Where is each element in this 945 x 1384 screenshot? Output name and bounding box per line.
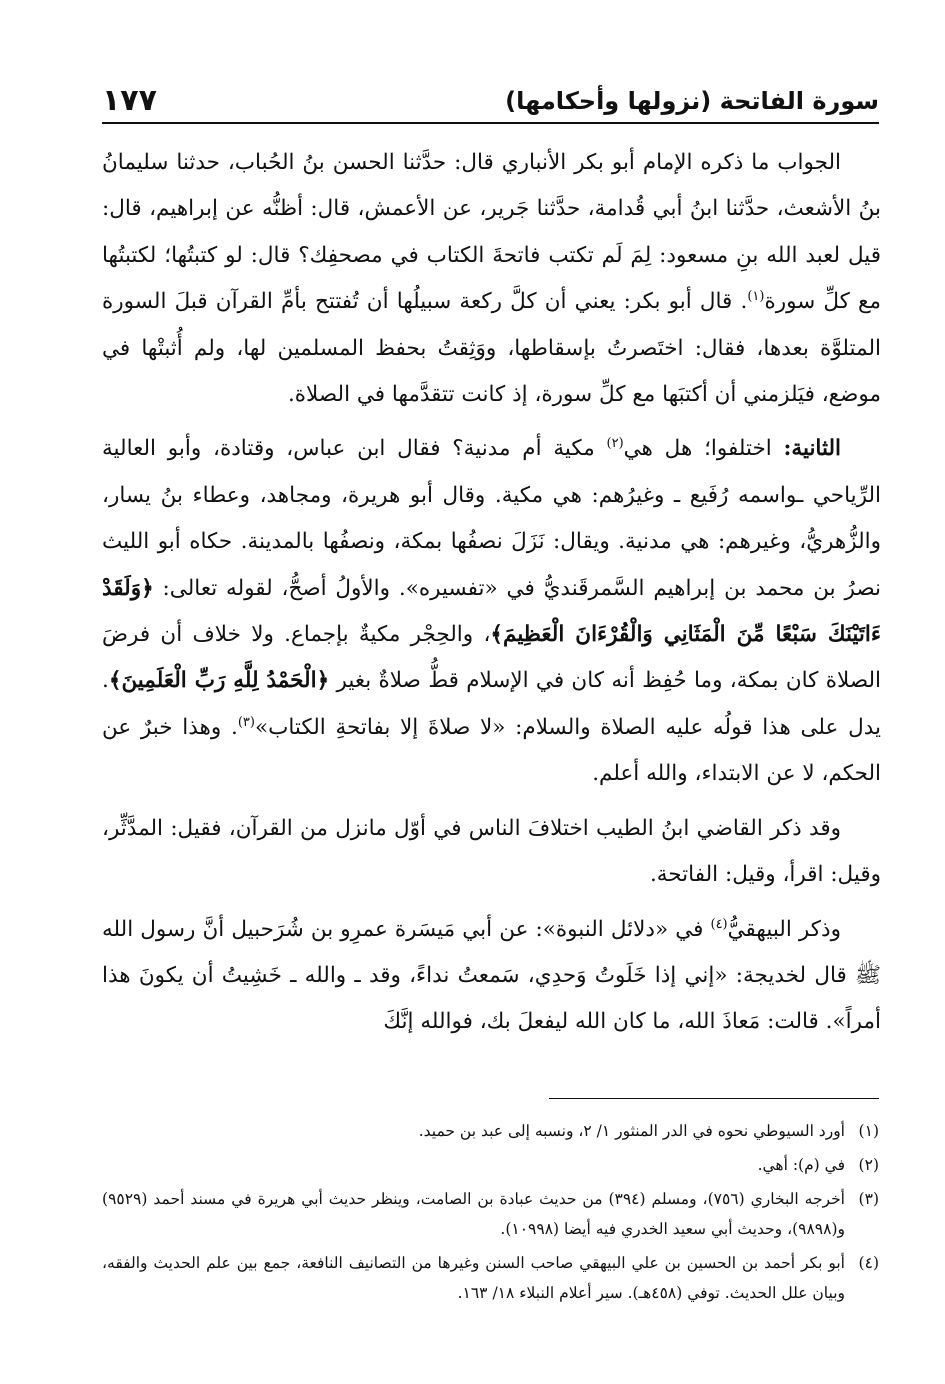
quran-verse-fatiha: ﴿الْحَمْدُ لِلَّهِ رَبِّ الْعَلَمِينَ﴾ bbox=[108, 668, 330, 694]
footnote-3 bbox=[102, 1184, 879, 1244]
footnotes bbox=[102, 1116, 879, 1312]
quran-verse-hijr: ﴿وَلَقَدْ ءَاتَيْنَكَ سَبْعًا مِّنَ الْمَثَانِي وَالْقُرْءَانَ الْعَظِيمَ﴾ bbox=[102, 575, 881, 648]
main-text bbox=[102, 140, 881, 1046]
footnote-ref-4: (٤) bbox=[710, 916, 728, 932]
paragraph-2-text-b: مكية أم مدنية؟ فقال ابن عباس، وقتادة، وأبو العالية الرِّياحي ـواسمه رُفَيع ـ وغيرُهم: هي مكية. وقال أبو هريرة، ومجاهد، وعطاء بنُ يسار، والزُّهريُّ، وغيرهم: هي مدنية. ويقال: نَزَلَ نصفُها بمكة، ونصفُها بالمدينة. حكاه أبو الليث نصرُ بن محمد بن إبراهيم السَّمرقَنديُّ في «تفسيره». والأولُ أصحُّ، لقوله تعالى: bbox=[102, 436, 881, 601]
footnote-text: أبو بكر أحمد بن الحسين بن علي البيهقي صاحب السنن وغيرها من التصانيف النافعة، جمع بين علم الحديث والفقه، وبيان علل الحديث. توفي (٤٥٨هـ). سير أعلام النبلاء ١٨/ ١٦٣. bbox=[102, 1254, 845, 1302]
paragraph-4-text-b: في «دلائل النبوة»: عن أبي مَيسَرة عمرِو بن شُرَحبيل أنَّ رسول الله ﷺ قال لخديجة: «إني إذا خَلَوتُ وَحدِي، سَمعتُ نداءً، وقد ـ والله ـ خَشِيتُ أن يكونَ هذا أمراً». قالت: مَعاذَ الله، ما كان الله ليفعلَ بك، فوالله إنَّكَ bbox=[102, 916, 881, 1035]
section-lead-second: الثانية: bbox=[783, 436, 841, 462]
footnote-number: (١) bbox=[858, 1122, 879, 1140]
paragraph-4-text-a: وذكر البيهقيُّ bbox=[727, 916, 841, 942]
footnote-text: أخرجه البخاري (٧٥٦)، ومسلم (٣٩٤) من حديث عبادة بن الصامت، وينظر حديث أبي هريرة في مسند أحمد (٩٥٢٩) و(٩٨٩٨)، وحديث أبي سعيد الخدري فيه أيضا (١٠٩٩٨). bbox=[102, 1190, 845, 1238]
paragraph-1-text: الجواب ما ذكره الإمام أبو بكر الأنباري قال: حدَّثنا الحسن بنُ الحُباب، حدثنا سليمانُ بنُ الأشعث، حدَّثنا ابنُ أبي قُدامة، حدَّثنا جَرير، عن الأعمش، قال: أظنُّه عن إبراهيم، قال: قيل لعبد الله بنِ مسعود: لِمَ لَم تكتب فاتحةَ الكتاب في مصحفِك؟ قال: لو كتبتُها؛ لكتبتُها مع كلِّ سورة bbox=[102, 150, 881, 315]
footnote-4 bbox=[102, 1248, 879, 1308]
paragraph-1 bbox=[102, 140, 881, 418]
footnote-number: (٢) bbox=[858, 1156, 879, 1174]
footnote-ref-1: (١) bbox=[747, 289, 765, 305]
footnote-ref-3: (٣) bbox=[237, 714, 255, 730]
footnote-separator bbox=[549, 1098, 879, 1099]
footnote-text: أورد السيوطي نحوه في الدر المنثور ١/ ٢، ونسبه إلى عبد بن حميد. bbox=[418, 1122, 845, 1140]
footnote-1 bbox=[102, 1116, 879, 1146]
footnote-text: في (م): أهي. bbox=[757, 1156, 845, 1174]
paragraph-1-rest: . قال أبو بكر: يعني أن كلَّ ركعة سبيلُها أن تُفتتح بأمِّ القرآن قبلَ السورة المتلوَّة بعدها، فقال: اختَصرتُ بإسقاطها، ووَثِقتُ بحفظ المسلمين لها، ولم أُثبتْها في موضع، فيَلزمني أن أكتبَها مع كلِّ سورة، إذ كانت تتقدَّمها في الصلاة. bbox=[102, 289, 881, 408]
paragraph-2-text-c: ، والحِجْر مكيةٌ بإجماع. ولا خلاف أن فرضَ الصلاة كان بمكة، وما حُفِظ أنه كان في الإسلام قطُّ صلاةٌ بغير bbox=[102, 622, 882, 694]
footnote-2 bbox=[102, 1150, 879, 1180]
page-header bbox=[102, 72, 879, 124]
paragraph-2-text-a: اختلفوا؛ هل هي bbox=[623, 436, 784, 462]
paragraph-4 bbox=[102, 907, 881, 1046]
paragraph-2-text-e: . وهذا خبرٌ عن الحكم، لا عن الابتداء، والله أعلم. bbox=[102, 714, 881, 787]
page-number: ١٧٧ bbox=[102, 83, 157, 118]
footnote-ref-2: (٢) bbox=[606, 436, 624, 452]
paragraph-3 bbox=[102, 806, 881, 899]
footnote-number: (٣) bbox=[858, 1190, 879, 1208]
footnote-number: (٤) bbox=[858, 1254, 879, 1272]
paragraph-2-text-d: . يدل على هذا قولُه عليه الصلاة والسلام: «لا صلاةَ إلا بفاتحةِ الكتاب» bbox=[102, 668, 881, 740]
paragraph-3-text: وقد ذكر القاضي ابنُ الطيب اختلافَ الناس في أوّل مانزل من القرآن، فقيل: المدَّثِّر، وقيل: اقرأ، وقيل: الفاتحة. bbox=[102, 815, 881, 888]
running-head-title: سورة الفاتحة (نزولها وأحكامها) bbox=[505, 87, 879, 115]
paragraph-2 bbox=[102, 426, 881, 797]
